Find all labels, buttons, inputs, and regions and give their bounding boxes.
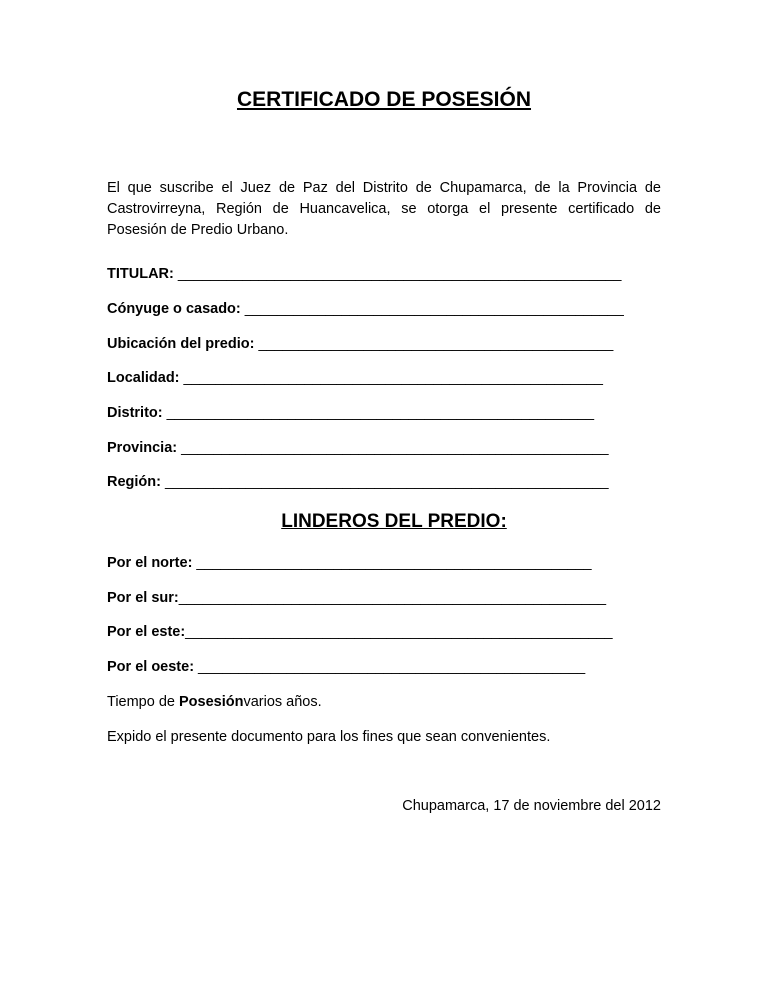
field-label: Localidad: xyxy=(107,370,180,386)
field-blank: ____________________________________________________ xyxy=(179,370,603,386)
tiempo-suffix: varios años. xyxy=(243,694,322,710)
field-titular xyxy=(107,266,621,282)
expido-line: Expido el presente documento para los fines que sean convenientes. xyxy=(107,729,551,745)
place-date: Chupamarca, 17 de noviembre del 2012 xyxy=(402,798,661,814)
tiempo-prefix: Tiempo de xyxy=(107,694,179,710)
lindero-label: Por el norte: xyxy=(107,555,193,571)
field-label: Provincia: xyxy=(107,440,178,456)
intro-paragraph: El que suscribe el Juez de Paz del Distrito de Chupamarca, de la Provincia de Castrovirreyna, Región de Huancavelica, se otorga el presente certificado de Posesión de Predio Urbano. xyxy=(107,180,661,238)
lindero-oeste xyxy=(107,659,585,675)
document-title: CERTIFICADO DE POSESIÓN xyxy=(236,88,532,111)
lindero-este xyxy=(107,624,613,640)
field-ubicacion xyxy=(107,336,613,352)
lindero-label: Por el sur: xyxy=(107,590,179,606)
field-label: TITULAR: xyxy=(107,266,174,282)
lindero-blank: _________________________________________________ xyxy=(192,555,592,571)
field-region xyxy=(107,474,609,490)
lindero-label: Por el este: xyxy=(107,624,186,640)
field-localidad xyxy=(107,370,603,386)
lindero-blank: ________________________________________________ xyxy=(194,659,586,675)
lindero-blank: _____________________________________________________ xyxy=(178,590,607,606)
field-label: Región: xyxy=(107,474,161,490)
field-label: Distrito: xyxy=(107,405,163,421)
field-blank: _______________________________________________________ xyxy=(160,474,609,490)
lindero-norte xyxy=(107,555,592,571)
field-label: Cónyuge o casado: xyxy=(107,301,241,317)
field-blank: _______________________________________________________ xyxy=(173,266,622,282)
lindero-label: Por el oeste: xyxy=(107,659,195,675)
field-blank: ____________________________________________ xyxy=(254,336,614,352)
field-distrito xyxy=(107,405,594,421)
field-label: Ubicación del predio: xyxy=(107,336,255,352)
lindero-sur xyxy=(107,590,606,606)
field-blank: _____________________________________________________ xyxy=(177,440,609,456)
field-conyuge xyxy=(107,301,624,317)
tiempo-bold: Posesión xyxy=(179,694,244,710)
lindero-blank: _____________________________________________________ xyxy=(185,624,613,640)
field-provincia xyxy=(107,440,609,456)
linderos-title: LINDEROS DEL PREDIO: xyxy=(281,511,507,532)
field-blank: _____________________________________________________ xyxy=(162,405,595,421)
tiempo-posesion xyxy=(107,694,322,710)
field-blank: _______________________________________________ xyxy=(240,301,624,317)
